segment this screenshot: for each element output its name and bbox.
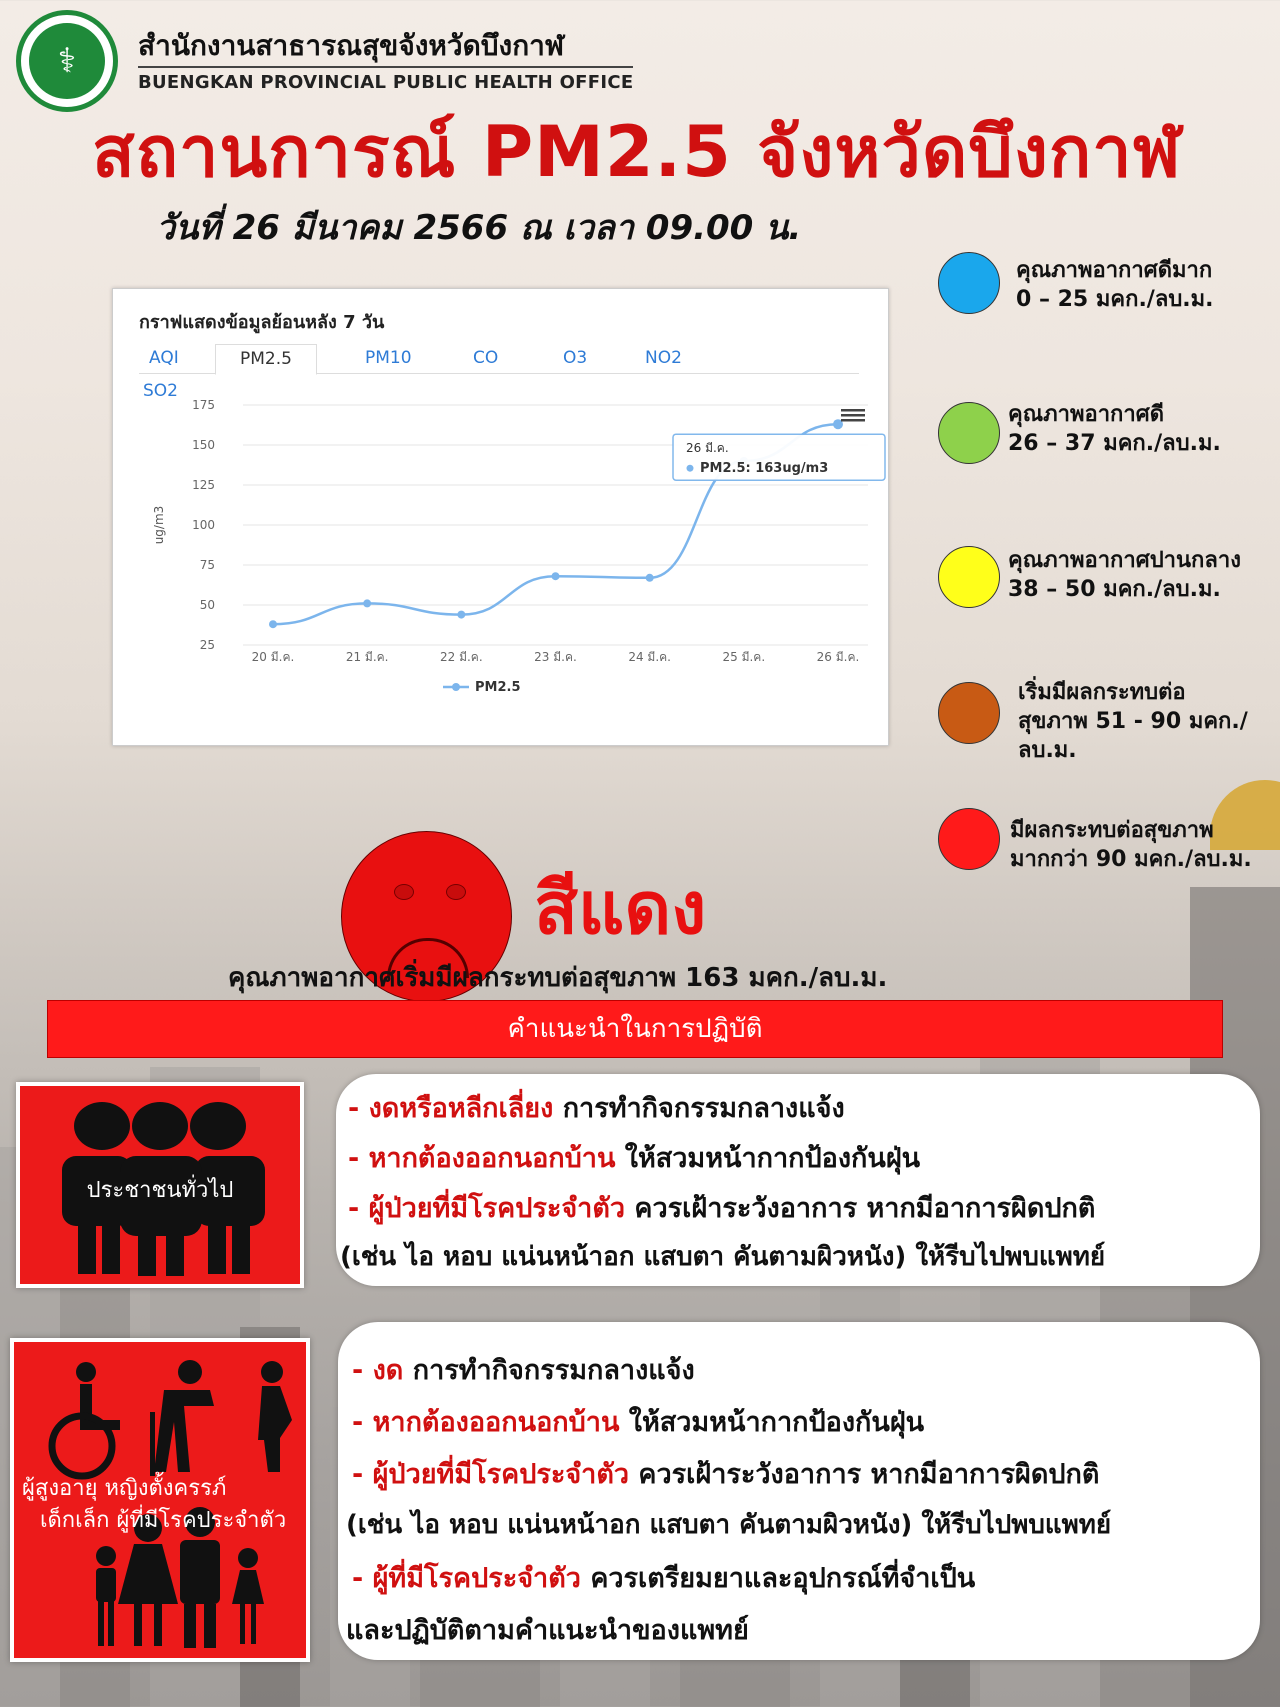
- tooltip-marker: [687, 465, 694, 472]
- legend-label: คุณภาพอากาศดีมาก: [1016, 258, 1213, 283]
- advice-line: - หากต้องออกนอกบ้าน ให้สวมหน้ากากป้องกันฝุ่น: [352, 1407, 925, 1438]
- tooltip-date: 26 มี.ค.: [686, 441, 729, 456]
- x-tick-label: 23 มี.ค.: [534, 650, 577, 664]
- caduceus-icon: ⚕: [57, 41, 77, 81]
- legend-dot-good: [938, 402, 1000, 464]
- air-quality-summary: คุณภาพอากาศเริ่มมีผลกระทบต่อสุขภาพ 163 มคก./ลบ.ม.: [228, 963, 888, 993]
- risk-group-panel: [10, 1338, 310, 1662]
- risk-group-label-1: ผู้สูงอายุ หญิงตั้งครรภ์: [22, 1476, 227, 1501]
- x-tick-label: 22 มี.ค.: [440, 650, 483, 664]
- advice-line: (เช่น ไอ หอบ แน่นหน้าอก แสบตา คันตามผิวหนัง) ให้รีบไปพบแพทย์: [346, 1510, 1112, 1540]
- org-name-english: BUENGKAN PROVINCIAL PUBLIC HEALTH OFFICE: [138, 66, 633, 93]
- legend-range: มากกว่า 90 มคก./ลบ.ม.: [1010, 847, 1252, 872]
- legend-dot-moderate: [938, 546, 1000, 608]
- y-tick-label: 100: [192, 518, 215, 532]
- x-tick-label: 24 มี.ค.: [628, 650, 671, 664]
- y-tick-label: 25: [199, 638, 215, 652]
- advice-banner: [47, 1000, 1223, 1058]
- advice-line: - ผู้ที่มีโรคประจำตัว ควรเตรียมยาและอุปกรณ์ที่จำเป็น: [352, 1563, 976, 1594]
- y-tick-label: 150: [192, 438, 215, 452]
- chart-card: [112, 288, 889, 746]
- legend-dot-unhealthy-start: [938, 682, 1000, 744]
- y-axis-label: ug/m3: [152, 505, 166, 545]
- general-advice-box: [336, 1074, 1260, 1286]
- x-tick-label: 25 มี.ค.: [722, 650, 766, 664]
- legend-dot-very-good: [938, 252, 1000, 314]
- legend-range-unit: ลบ.ม.: [1018, 738, 1077, 763]
- legend-label: คุณภาพอากาศดี: [1008, 402, 1164, 427]
- x-tick-label: 26 มี.ค.: [816, 650, 860, 664]
- advice-line: - ผู้ป่วยที่มีโรคประจำตัว ควรเฝ้าระวังอาการ หากมีอาการผิดปกติ: [352, 1459, 1100, 1490]
- data-point: [646, 574, 654, 582]
- y-tick-label: 175: [192, 398, 215, 412]
- tooltip-value: PM2.5: 163ug/m3: [700, 461, 829, 477]
- x-tick-label: 20 มี.ค.: [251, 650, 295, 664]
- data-point: [269, 620, 277, 628]
- legend-dot-unhealthy: [938, 808, 1000, 870]
- legend-label: มีผลกระทบต่อสุขภาพ: [1010, 818, 1214, 843]
- legend-range: 38 – 50 มคก./ลบ.ม.: [1008, 577, 1221, 602]
- data-point: [552, 572, 560, 580]
- legend-item-unhealthy-start: [938, 680, 1248, 763]
- advice-line: - หากต้องออกนอกบ้าน ให้สวมหน้ากากป้องกันฝุ่น: [348, 1143, 921, 1174]
- advice-line: (เช่น ไอ หอบ แน่นหน้าอก แสบตา คันตามผิวหนัง) ให้รีบไปพบแพทย์: [340, 1242, 1106, 1272]
- pm25-line-chart: [113, 385, 888, 745]
- x-tick-label: 21 มี.ค.: [345, 650, 389, 664]
- risk-advice-box: [338, 1322, 1260, 1660]
- legend-range: 26 – 37 มคก./ลบ.ม.: [1008, 431, 1221, 456]
- legend-label: เริ่มมีผลกระทบต่อ: [1018, 680, 1186, 705]
- y-tick-label: 50: [199, 598, 215, 612]
- tab-pm10[interactable]: PM10: [365, 348, 412, 368]
- chart-title: กราฟแสดงข้อมูลย้อนหลัง 7 วัน: [139, 312, 385, 333]
- legend-label-pm25: PM2.5: [475, 680, 521, 695]
- general-public-label: ประชาชนทั่วไป: [86, 1178, 234, 1203]
- advice-line: - งด การทำกิจกรรมกลางแจ้ง: [352, 1355, 695, 1386]
- tab-o3[interactable]: O3: [563, 348, 588, 368]
- tab-co[interactable]: CO: [473, 348, 499, 368]
- legend-marker-pm25: [452, 683, 460, 691]
- legend-item-very-good: [938, 252, 1214, 314]
- legend-label: คุณภาพอากาศปานกลาง: [1008, 548, 1241, 573]
- page-title: สถานการณ์ PM2.5 จังหวัดบึงกาฬ: [92, 111, 1182, 193]
- data-point: [363, 599, 371, 607]
- tab-no2[interactable]: NO2: [645, 348, 682, 368]
- legend-item-good: [938, 402, 1221, 464]
- advice-line: และปฏิบัติตามคำแนะนำของแพทย์: [346, 1615, 749, 1646]
- tab-so2[interactable]: SO2: [143, 381, 178, 401]
- advice-line: - ผู้ป่วยที่มีโรคประจำตัว ควรเฝ้าระวังอาการ หากมีอาการผิดปกติ: [348, 1193, 1096, 1224]
- hamburger-menu-icon[interactable]: [841, 409, 865, 422]
- risk-group-label-2: เด็กเล็ก ผู้ที่มีโรคประจำตัว: [40, 1508, 287, 1533]
- y-tick-label: 125: [192, 478, 215, 492]
- legend-item-unhealthy: [938, 808, 1252, 872]
- general-public-panel: [16, 1082, 304, 1288]
- tab-aqi[interactable]: AQI: [149, 348, 179, 368]
- status-color-word: สีแดง: [534, 866, 707, 950]
- tab-pm25[interactable]: PM2.5: [215, 344, 317, 375]
- org-name-thai: สำนักงานสาธารณสุขจังหวัดบึงกาฬ: [138, 29, 565, 62]
- advice-line: - งดหรือหลีกเลี่ยง การทำกิจกรรมกลางแจ้ง: [348, 1093, 845, 1124]
- legend-range: 0 – 25 มคก./ลบ.ม.: [1016, 287, 1214, 312]
- data-point: [457, 611, 465, 619]
- pollutant-tabs: [139, 344, 859, 374]
- legend-item-moderate: [938, 546, 1241, 608]
- report-date: วันที่ 26 มีนาคม 2566 ณ เวลา 09.00 น.: [156, 208, 802, 248]
- legend-range: สุขภาพ 51 - 90 มคก./: [1018, 709, 1248, 734]
- y-tick-label: 75: [199, 558, 215, 572]
- advice-banner-text: คำแนะนำในการปฏิบัติ: [507, 1014, 763, 1044]
